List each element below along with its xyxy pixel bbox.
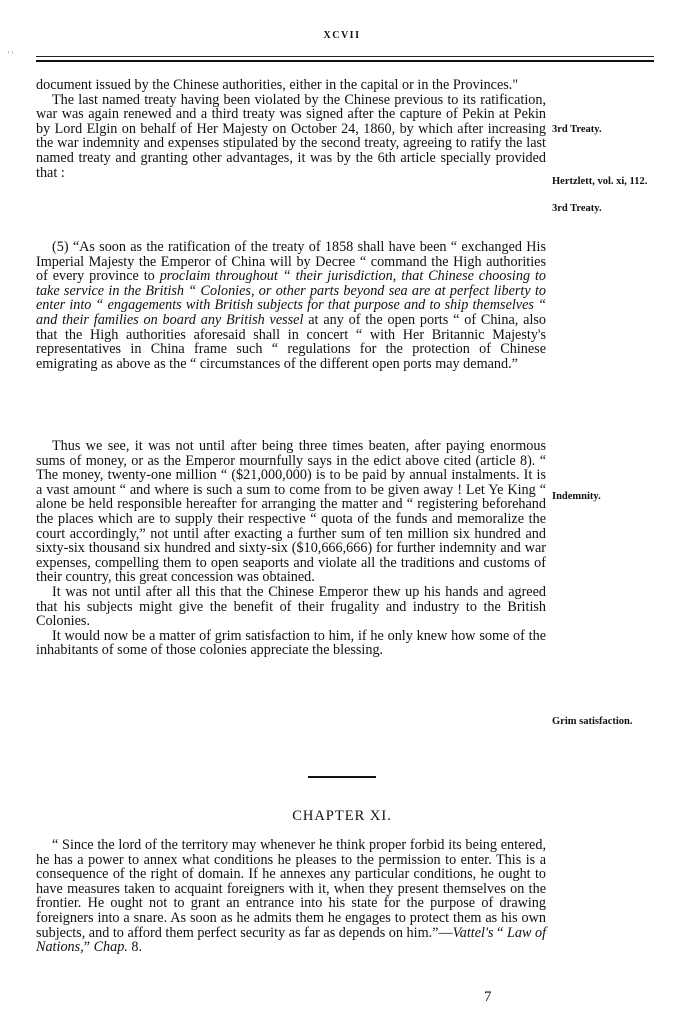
margin-note-hertzlett: Hertzlett, vol. xi, 112. <box>552 176 648 187</box>
quote-paragraph <box>36 240 546 371</box>
margin-note-grim-satisfaction: Grim satisfaction. <box>552 716 633 727</box>
margin-note-third-treaty-2: 3rd Treaty. <box>552 203 602 214</box>
quote-italic-text: proclaim throughout “ their jurisdiction, that Chinese choosing to take service in the British “ Colonies, or other parts beyond sea are at perfect liberty to enter into “ engagements with British subjects for that purpose and to ship themselves “ and their families on board any British vessel <box>36 268 546 328</box>
epigraph-paragraph <box>36 838 546 955</box>
attribution-chap: Chap. <box>93 939 128 956</box>
continuation-paragraph: document issued by the Chinese authorities, either in the capital or in the Provinces." <box>36 77 519 93</box>
epigraph-text: “ Since the lord of the territory may whenever he think proper forbid its being entered, he has a power to annex what conditions he pleases to the permission to enter. This is a consequence of the right of domain. If he annexes any particular conditions, he ought to have measures taken to acquaint foreigners with it, when they present themselves on the frontier. He ought not to grant an entrance into his state for the purpose of drawing foreigners into a snare. As soon as he admits them he engages to protect them as his own subjects, and to afford them perfect security as far as depends on him.”— <box>36 837 546 941</box>
page-number: 7 <box>484 989 492 1005</box>
emperor-paragraph: It was not until after all this that the Chinese Emperor thew up his hands and agreed that his subjects might give the benefit of their frugality and industry to the British Colonies. <box>36 583 546 630</box>
margin-note-indemnity: Indemnity. <box>552 491 601 502</box>
quote-text-1: (5) “As soon as the ratification of the treaty of 1858 shall have been “ exchanged His Imperial Majesty the Emperor of China will by Decree “ command the High authorities of every province to <box>36 239 546 285</box>
third-treaty-paragraph: The last named treaty having been violated by the Chinese previous to its ratification, war was again renewed and a third treaty was signed after the capture of Pekin at Pekin by Lord Elgin on behalf of Her Majesty on October 24, 1860, by which after increasing the war indemnity and expenses stipulated by the second treaty, agreeing to ratify the last named treaty and granting other advantages, it was by the 6th article specially provided that : <box>36 91 546 181</box>
indemnity-paragraph: Thus we see, it was not until after being three times beaten, after paying enormous sums of money, or as the Emperor mournfully says in the edict above cited (article 8). “ The money, twenty-one million “ ($21,000,000) is to be paid by annual instalments. It is a vast amount “ and where is such a sum to come from to be given away ! Let Ye King “ alone be held responsible hereafter for arranging the matter and “ registering beforehand the places which are to supply their respective “ quota of the funds and memoralize the court accordingly,” not until after exacting a further sum of ten million six hundred and sixty-six thousand six hundred and sixty-six ($10,666,666) for further indemnity and war expenses, compelling them to open seaports and violate all the traditions and customs of their country, this great concession was obtained. <box>36 438 546 586</box>
grim-satisfaction-paragraph: It would now be a matter of grim satisfaction to him, if he only knew how some of the inhabitants of some of those colonies appreciate the blessing. <box>36 627 546 659</box>
chapter-title: CHAPTER XI. <box>292 808 392 824</box>
page-roman-numeral: XCVII <box>323 30 361 41</box>
section-b <box>36 439 546 658</box>
margin-note-third-treaty: 3rd Treaty. <box>552 124 602 135</box>
header-rule-thin <box>36 56 654 57</box>
edge-marks: ' ' <box>8 50 13 59</box>
header-rule-thick <box>36 60 654 62</box>
attribution-quote-open: “ <box>493 924 507 941</box>
chapter-divider-rule <box>308 776 376 778</box>
section-a <box>36 78 546 180</box>
attribution-quote-close: ” <box>83 939 94 956</box>
attribution-author: Vattel's <box>452 924 494 941</box>
attribution-num: 8. <box>127 939 143 956</box>
treaty-article-quote <box>36 240 546 371</box>
chapter-epigraph <box>36 838 546 955</box>
attribution-work: Law of Nations, <box>36 924 547 956</box>
quote-text-2: at any of the open ports “ of China, also that the High authorities aforesaid shall in concert “ with Her Britannic Majesty's representatives in China frame such “ regulations for the protection of Chinese emigrating as above as the “ circumstances of the different open ports may demand.” <box>36 311 547 372</box>
